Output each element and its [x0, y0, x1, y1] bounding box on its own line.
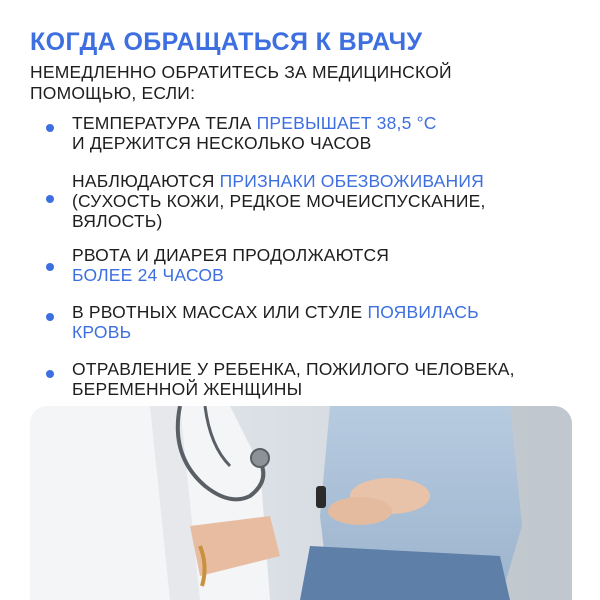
bullet-dot-icon: [46, 263, 54, 271]
list-item-text-part: (СУХОСТЬ КОЖИ, РЕДКОЕ МОЧЕИСПУСКАНИЕ,: [72, 191, 486, 211]
bullet-dot-icon: [46, 124, 54, 132]
list-item-highlight: БОЛЕЕ 24 ЧАСОВ: [72, 265, 225, 285]
list-item-text-part: ОТРАВЛЕНИЕ У РЕБЕНКА, ПОЖИЛОГО ЧЕЛОВЕКА,: [72, 359, 515, 379]
list-item-text-part: И ДЕРЖИТСЯ НЕСКОЛЬКО ЧАСОВ: [72, 133, 372, 153]
doctor-patient-photo: [30, 406, 572, 600]
bullet-dot-icon: [46, 195, 54, 203]
list-item-text: [72, 245, 572, 285]
list-item-highlight: ПРИЗНАКИ ОБЕЗВОЖИВАНИЯ: [219, 171, 485, 191]
list-item-text-part: В РВОТНЫХ МАССАХ ИЛИ СТУЛЕ: [72, 302, 368, 322]
doctor-coat: [30, 406, 270, 600]
subtitle-line: НЕМЕДЛЕННО ОБРАТИТЕСЬ ЗА МЕДИЦИНСКОЙ: [30, 62, 452, 82]
list-item-text-part: НАБЛЮДАЮТСЯ: [72, 171, 220, 191]
list-item-text: [72, 302, 572, 342]
list-item-highlight: ПОЯВИЛАСЬ: [367, 302, 479, 322]
subtitle: [30, 62, 550, 104]
subtitle-line: ПОМОЩЬЮ, ЕСЛИ:: [30, 83, 196, 103]
list-item-highlight: ПРЕВЫШАЕТ 38,5 °С: [256, 113, 437, 133]
list-item-highlight: КРОВЬ: [72, 322, 132, 342]
doctor-patient-illustration: [30, 406, 572, 600]
list-item-text-part: ВЯЛОСТЬ): [72, 211, 163, 231]
list-item-text: [72, 171, 572, 231]
bullet-dot-icon: [46, 313, 54, 321]
list-item-text: [72, 113, 572, 153]
list-item-text-part: РВОТА И ДИАРЕЯ ПРОДОЛЖАЮТСЯ: [72, 245, 390, 265]
list-item-text-part: ТЕМПЕРАТУРА ТЕЛА: [72, 113, 257, 133]
list-item-text: [72, 359, 572, 399]
page-title: КОГДА ОБРАЩАТЬСЯ К ВРАЧУ: [30, 28, 423, 56]
bullet-dot-icon: [46, 370, 54, 378]
list-item-text-part: БЕРЕМЕННОЙ ЖЕНЩИНЫ: [72, 379, 303, 399]
watch-icon: [316, 486, 326, 508]
